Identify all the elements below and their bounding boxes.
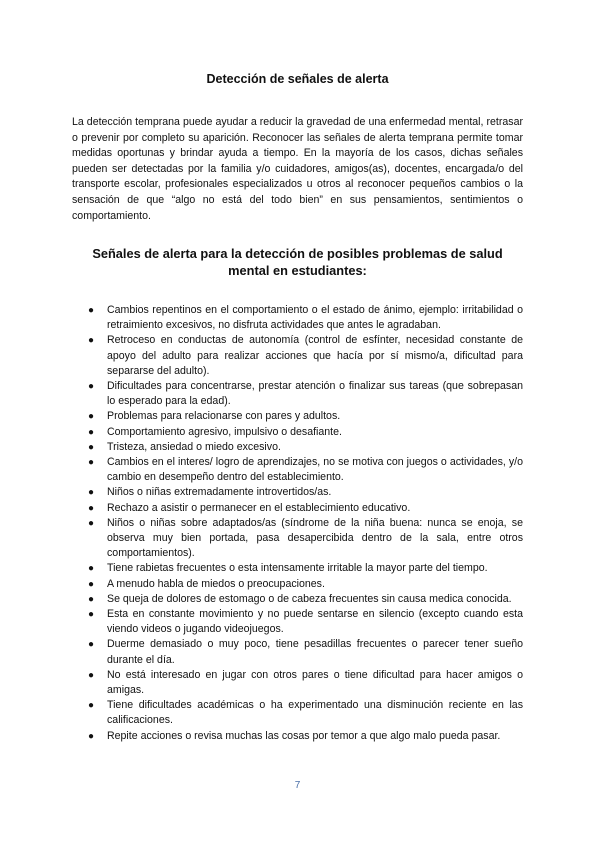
list-item <box>82 592 523 607</box>
list-item-text: Niños o niñas sobre adaptados/as (síndrome de la niña buena: nunca se enoja, se observa muy bien portada, pasa desapercibida dentro de la sala, entre otros comportamientos). <box>107 516 523 560</box>
list-item-text: A menudo habla de miedos o preocupaciones. <box>107 577 325 590</box>
list-item-text: Tiene rabietas frecuentes o esta intensamente irritable la mayor parte del tiempo. <box>107 562 488 575</box>
list-item-text: Esta en constante movimiento y no puede sentarse en silencio (excepto cuando esta viendo videos o jugando videojuegos. <box>107 608 523 636</box>
bullet-icon: ● <box>88 411 95 423</box>
list-item <box>82 425 523 440</box>
list-item <box>82 485 523 500</box>
list-item-text: Se queja de dolores de estomago o de cabeza frecuentes sin causa medica conocida. <box>107 592 512 605</box>
bullet-icon: ● <box>88 457 95 469</box>
bullet-icon: ● <box>88 502 95 514</box>
bullet-icon: ● <box>88 700 95 712</box>
list-item-text: Comportamiento agresivo, impulsivo o desafiante. <box>107 425 342 438</box>
list-item <box>82 409 523 424</box>
list-item <box>82 561 523 576</box>
list-item <box>82 501 523 516</box>
list-item-text: Cambios en el interes/ logro de aprendizajes, no se motiva con juegos o actividades, y/o cambio en desempeño dentro del establecimiento. <box>107 456 523 484</box>
bullet-icon: ● <box>88 305 95 316</box>
bullet-icon: ● <box>88 426 95 438</box>
bullet-icon: ● <box>88 669 95 681</box>
section-heading: Señales de alerta para la detección de posibles problemas de salud mental en estudiantes: <box>92 246 503 278</box>
bullet-icon: ● <box>88 593 95 605</box>
bullet-icon: ● <box>88 563 95 575</box>
list-item <box>82 698 523 728</box>
list-item <box>82 577 523 592</box>
list-item-text: Problemas para relacionarse con pares y adultos. <box>107 410 341 423</box>
list-item-text: Duerme demasiado o muy poco, tiene pesadillas frecuentes o parecer tener sueño durante el día. <box>107 638 523 666</box>
list-item <box>82 516 523 562</box>
page-number: 7 <box>294 780 301 791</box>
list-item-text: Dificultades para concentrarse, prestar atención o finalizar sus tareas (que sobrepasan lo esperado para la edad). <box>107 380 523 408</box>
bullet-icon: ● <box>88 487 95 499</box>
list-item <box>82 607 523 637</box>
warning-signs-list <box>82 303 523 744</box>
bullet-icon: ● <box>88 517 95 529</box>
list-item <box>82 729 523 744</box>
list-item <box>82 668 523 698</box>
list-item <box>82 333 523 379</box>
bullet-icon: ● <box>88 381 95 393</box>
list-item <box>82 440 523 455</box>
bullet-icon: ● <box>88 730 95 742</box>
list-item-text: Tiene dificultades académicas o ha experimentado una disminución reciente en las calificaciones. <box>107 699 523 727</box>
bullet-icon: ● <box>88 609 95 621</box>
list-item-text: Repite acciones o revisa muchas las cosas por temor a que algo malo pueda pasar. <box>107 729 501 742</box>
bullet-icon: ● <box>88 578 95 590</box>
bullet-icon: ● <box>88 639 95 651</box>
bullet-icon: ● <box>88 441 95 453</box>
list-item-text: Tristeza, ansiedad o miedo excesivo. <box>107 440 281 453</box>
page-title: Detección de señales de alerta <box>206 72 389 86</box>
list-item-text: Retroceso en conductas de autonomía (control de esfínter, necesidad constante de apoyo del adulto para realizar acciones que hacía por sí mismo/a, dificultad para separarse del adulto). <box>107 334 523 377</box>
intro-paragraph: La detección temprana puede ayudar a reducir la gravedad de una enfermedad mental, retrasar o prevenir por completo su aparición. Reconocer las señales de alerta temprana permite tomar medidas oportunas y brindar ayuda a tiempo. En la mayoría de los casos, dichas señales pueden ser detectadas por la familia y/o cuidadores, amigos(as), docentes, encargada/o del transporte escolar, profesionales especializados u otros al reconocer pequeños cambios o la sensación de que “algo no está del todo bien” en sus pensamientos, sentimientos o comportamiento. <box>72 116 523 222</box>
list-item-text: Cambios repentinos en el comportamiento o el estado de ánimo, ejemplo: irritabilidad o retraimiento excesivos, no disfruta actividades que antes le agradaban. <box>107 304 523 332</box>
bullet-icon: ● <box>88 335 95 347</box>
list-item <box>82 637 523 667</box>
list-item-text: No está interesado en jugar con otros pares o tiene dificultad para hacer amigos o amigas. <box>107 668 523 697</box>
list-item-text: Rechazo a asistir o permanecer en el establecimiento educativo. <box>107 501 411 514</box>
list-item <box>82 379 523 409</box>
list-item <box>82 303 523 333</box>
list-item-text: Niños o niñas extremadamente introvertidos/as. <box>107 486 332 499</box>
list-item <box>82 455 523 485</box>
